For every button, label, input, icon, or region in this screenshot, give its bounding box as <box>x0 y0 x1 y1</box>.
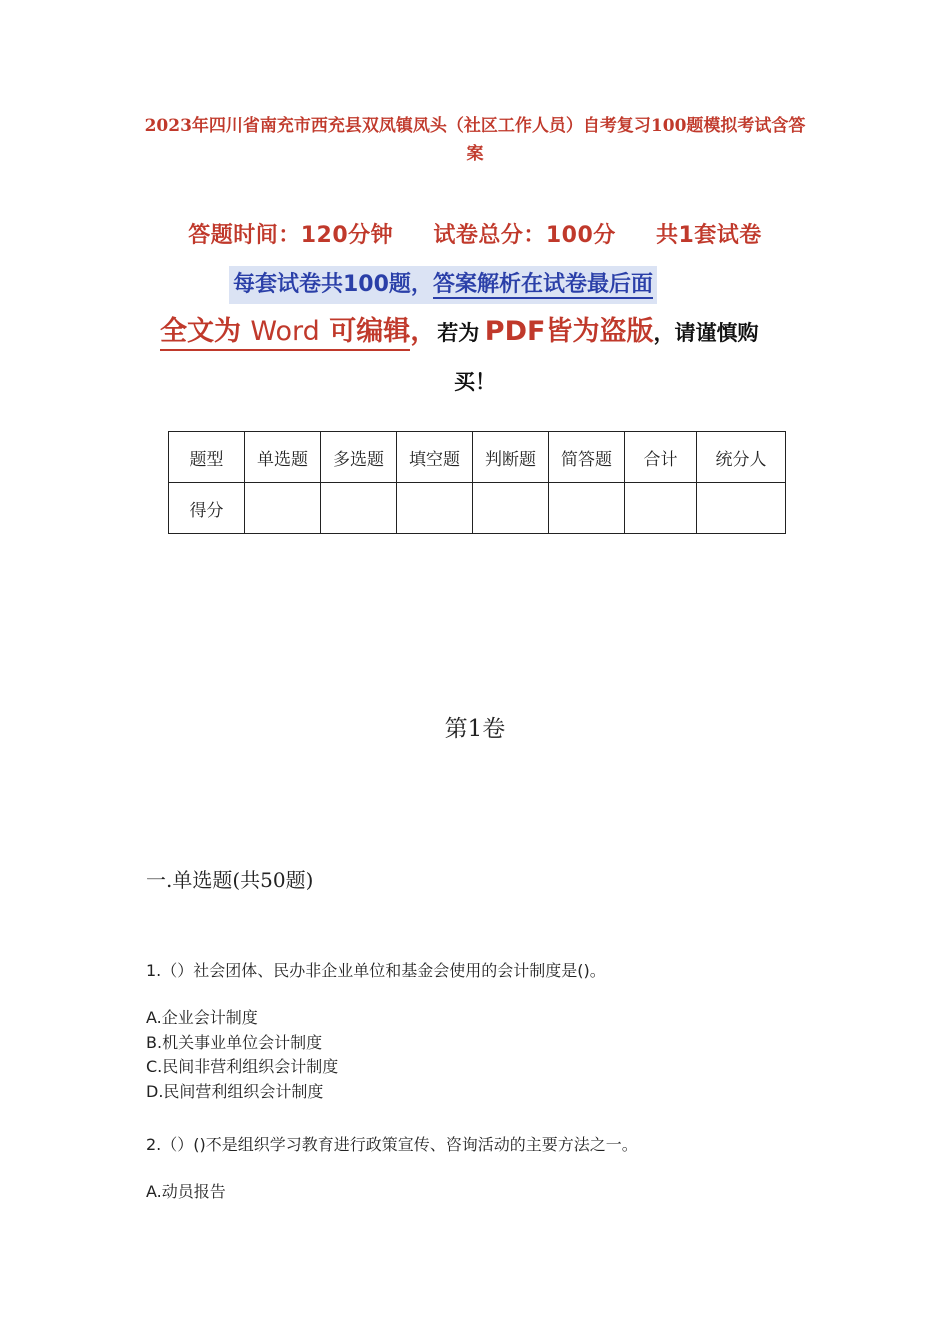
score-cell <box>549 483 625 534</box>
notice-word: Word <box>250 316 320 347</box>
score-cell <box>321 483 397 534</box>
notice-questions-count: 每套试卷共100题， <box>233 272 433 297</box>
question-2-text: 2.（）()不是组织学习教育进行政策宣传、咨询活动的主要方法之一。 <box>146 1135 638 1154</box>
option-item: A.动员报告 <box>146 1182 226 1201</box>
question-1-text: 1.（）社会团体、民办非企业单位和基金会使用的会计制度是()。 <box>146 961 606 980</box>
notice-word-editable <box>160 316 410 351</box>
notice-pdf-piracy: PDF皆为盗版 <box>484 316 654 347</box>
score-table-score-row <box>169 483 786 534</box>
score-cell <box>625 483 697 534</box>
score-table <box>168 431 786 534</box>
score-cell <box>473 483 549 534</box>
notice-buy-carefully: 请谨慎购 <box>674 321 759 345</box>
option-item: D.民间营利组织会计制度 <box>146 1081 324 1101</box>
exam-meta <box>0 218 950 249</box>
notice-comma-1: ， <box>410 316 438 347</box>
score-header-cell: 统分人 <box>697 432 786 483</box>
score-cell <box>697 483 786 534</box>
score-header-cell: 单选题 <box>245 432 321 483</box>
notice-comma-2: ， <box>653 321 675 345</box>
answer-location-notice <box>229 266 657 304</box>
question-1-options <box>146 1006 338 1104</box>
score-header-cell: 题型 <box>169 432 245 483</box>
option-item: C.民间非营利组织会计制度 <box>146 1057 339 1076</box>
document-title: 2023年四川省南充市西充县双凤镇凤头（社区工作人员）自考复习100题模拟考试含答案 <box>144 116 806 164</box>
score-row-label: 得分 <box>169 483 245 534</box>
score-header-cell: 简答题 <box>549 432 625 483</box>
score-header-cell: 填空题 <box>397 432 473 483</box>
exam-sets: 共1套试卷 <box>655 223 762 248</box>
notice-if: 若为 <box>437 321 480 345</box>
question-2-options <box>146 1180 226 1205</box>
editable-notice <box>160 308 800 359</box>
notice-buy-end: 买！ <box>454 370 496 394</box>
score-header-cell: 判断题 <box>473 432 549 483</box>
volume-heading: 第1卷 <box>444 716 506 742</box>
option-item: B.机关事业单位会计制度 <box>146 1032 323 1052</box>
option-item: A.企业会计制度 <box>146 1008 258 1027</box>
notice-editable: 可编辑 <box>329 316 411 347</box>
score-table-header-row <box>169 432 786 483</box>
score-header-cell: 多选题 <box>321 432 397 483</box>
exam-time: 答题时间：120分钟 <box>188 223 394 248</box>
score-cell <box>397 483 473 534</box>
score-header-cell: 合计 <box>625 432 697 483</box>
score-cell <box>245 483 321 534</box>
notice-answers-location: 答案解析在试卷最后面 <box>432 272 653 297</box>
notice-full-text: 全文为 <box>160 316 241 347</box>
exam-total-score: 试卷总分：100分 <box>433 223 616 248</box>
section-heading: 一.单选题(共50题) <box>146 868 314 892</box>
